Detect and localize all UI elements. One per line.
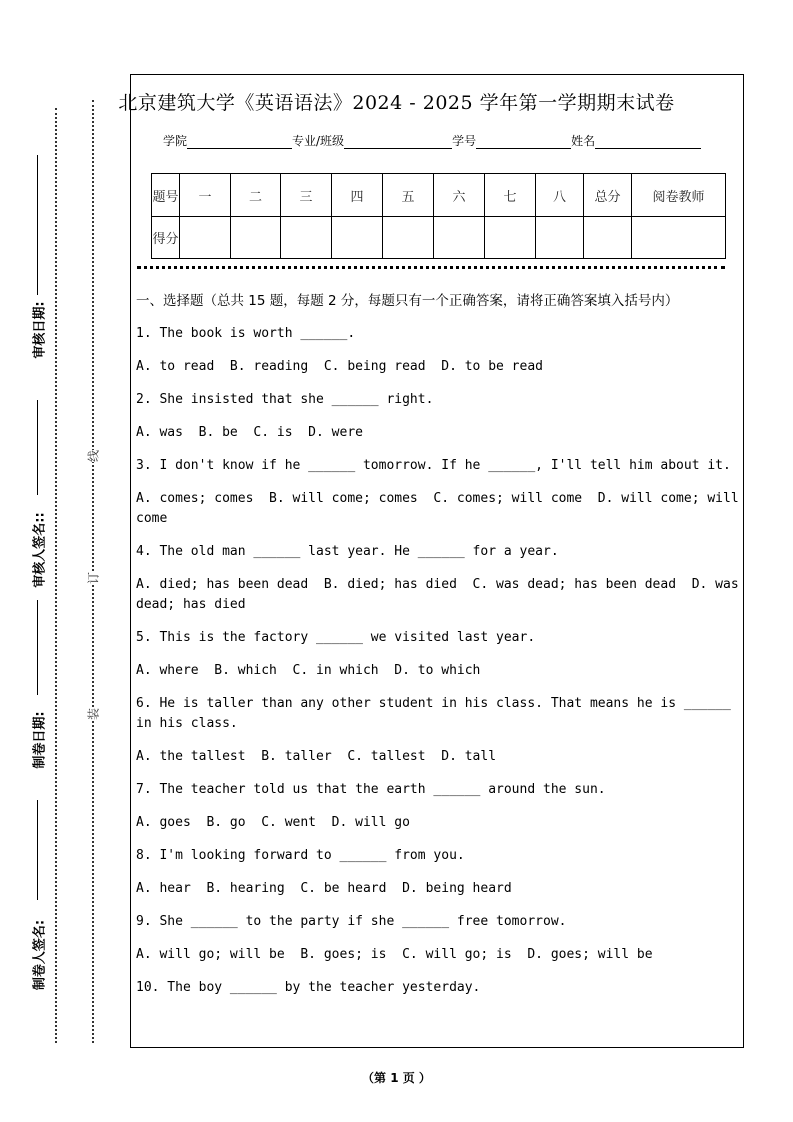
question-7: 7. The teacher told us that the earth ______ around the sun. [136, 782, 606, 797]
bind-mark-ding: 订 [83, 572, 104, 584]
student-info-row [163, 132, 701, 149]
score-col-6: 六 [434, 174, 485, 217]
exam-content [136, 290, 747, 1011]
score-cell[interactable] [536, 217, 584, 259]
margin-dotted-line-outer [55, 108, 57, 1043]
question-6-options: A. the tallest B. taller C. tallest D. tall [136, 749, 497, 764]
score-table-score-row [152, 217, 726, 259]
question-2: 2. She insisted that she ______ right. [136, 392, 434, 407]
preparer-sign-line [37, 800, 39, 900]
score-col-8: 八 [536, 174, 584, 217]
preparer-sign-label: 制卷人签名: [32, 919, 48, 991]
score-col-4: 四 [332, 174, 383, 217]
question-3-options: A. comes; comes B. will come; comes C. comes; will come D. will come; will come [136, 491, 747, 526]
score-cell[interactable] [281, 217, 332, 259]
review-date-label: 审核日期: [32, 301, 48, 359]
question-7-options: A. goes B. go C. went D. will go [136, 815, 410, 830]
dotted-separator [137, 266, 725, 269]
reviewer-sign-label: 审核人签名:: [32, 512, 48, 588]
question-5-options: A. where B. which C. in which D. to which [136, 663, 481, 678]
question-3: 3. I don't know if he ______ tomorrow. If he ______, I'll tell him about it. [136, 458, 731, 473]
question-10: 10. The boy ______ by the teacher yesterday. [136, 980, 481, 995]
major-class-label: 专业/班级 [292, 134, 345, 148]
question-4-options: A. died; has been dead B. died; has died C. was dead; has been dead D. was dead; has died [136, 577, 747, 612]
question-6: 6. He is taller than any other student in his class. That means he is ______ in his class. [136, 696, 739, 731]
question-number-header: 题号 [152, 174, 180, 217]
section-1-heading: 一、选择题（总共 15 题，每题 2 分，每题只有一个正确答案，请将正确答案填入括号内） [136, 293, 679, 309]
score-cell-total[interactable] [584, 217, 632, 259]
score-col-5: 五 [383, 174, 434, 217]
exam-title: 北京建筑大学《英语语法》2024 - 2025 学年第一学期期末试卷 [118, 92, 675, 114]
student-id-field[interactable] [476, 134, 571, 149]
score-cell[interactable] [180, 217, 231, 259]
score-cell[interactable] [485, 217, 536, 259]
score-table [151, 173, 726, 259]
score-cell[interactable] [383, 217, 434, 259]
student-id-label: 学号 [452, 134, 477, 148]
score-col-total: 总分 [584, 174, 632, 217]
name-field[interactable] [595, 134, 701, 149]
score-col-3: 三 [281, 174, 332, 217]
reviewer-sign-line [37, 400, 39, 495]
page-number: （第 1 页 ） [362, 1071, 431, 1085]
major-class-field[interactable] [344, 134, 452, 149]
reviewer-header: 阅卷教师 [632, 174, 726, 217]
bind-mark-zhuang: 装 [83, 708, 104, 720]
score-row-header: 得分 [152, 217, 180, 259]
question-8: 8. I'm looking forward to ______ from you. [136, 848, 465, 863]
bind-mark-line: 线 [83, 450, 104, 462]
score-col-7: 七 [485, 174, 536, 217]
question-5: 5. This is the factory ______ we visited last year. [136, 630, 536, 645]
score-cell[interactable] [231, 217, 281, 259]
score-cell[interactable] [434, 217, 485, 259]
score-col-1: 一 [180, 174, 231, 217]
score-col-2: 二 [231, 174, 281, 217]
prepare-date-line [37, 600, 39, 695]
score-cell[interactable] [332, 217, 383, 259]
question-9-options: A. will go; will be B. goes; is C. will go; is D. goes; will be [136, 947, 653, 962]
prepare-date-label: 制卷日期: [32, 711, 48, 769]
question-8-options: A. hear B. hearing C. be heard D. being heard [136, 881, 512, 896]
question-1-options: A. to read B. reading C. being read D. to be read [136, 359, 543, 374]
question-4: 4. The old man ______ last year. He ______ for a year. [136, 544, 559, 559]
question-2-options: A. was B. be C. is D. were [136, 425, 363, 440]
college-field[interactable] [187, 134, 292, 149]
review-date-line [37, 155, 39, 295]
name-label: 姓名 [571, 134, 596, 148]
college-label: 学院 [163, 134, 188, 148]
reviewer-signature-cell[interactable] [632, 217, 726, 259]
score-table-header-row [152, 174, 726, 217]
question-1: 1. The book is worth ______. [136, 326, 356, 341]
question-9: 9. She ______ to the party if she ______ free tomorrow. [136, 914, 567, 929]
